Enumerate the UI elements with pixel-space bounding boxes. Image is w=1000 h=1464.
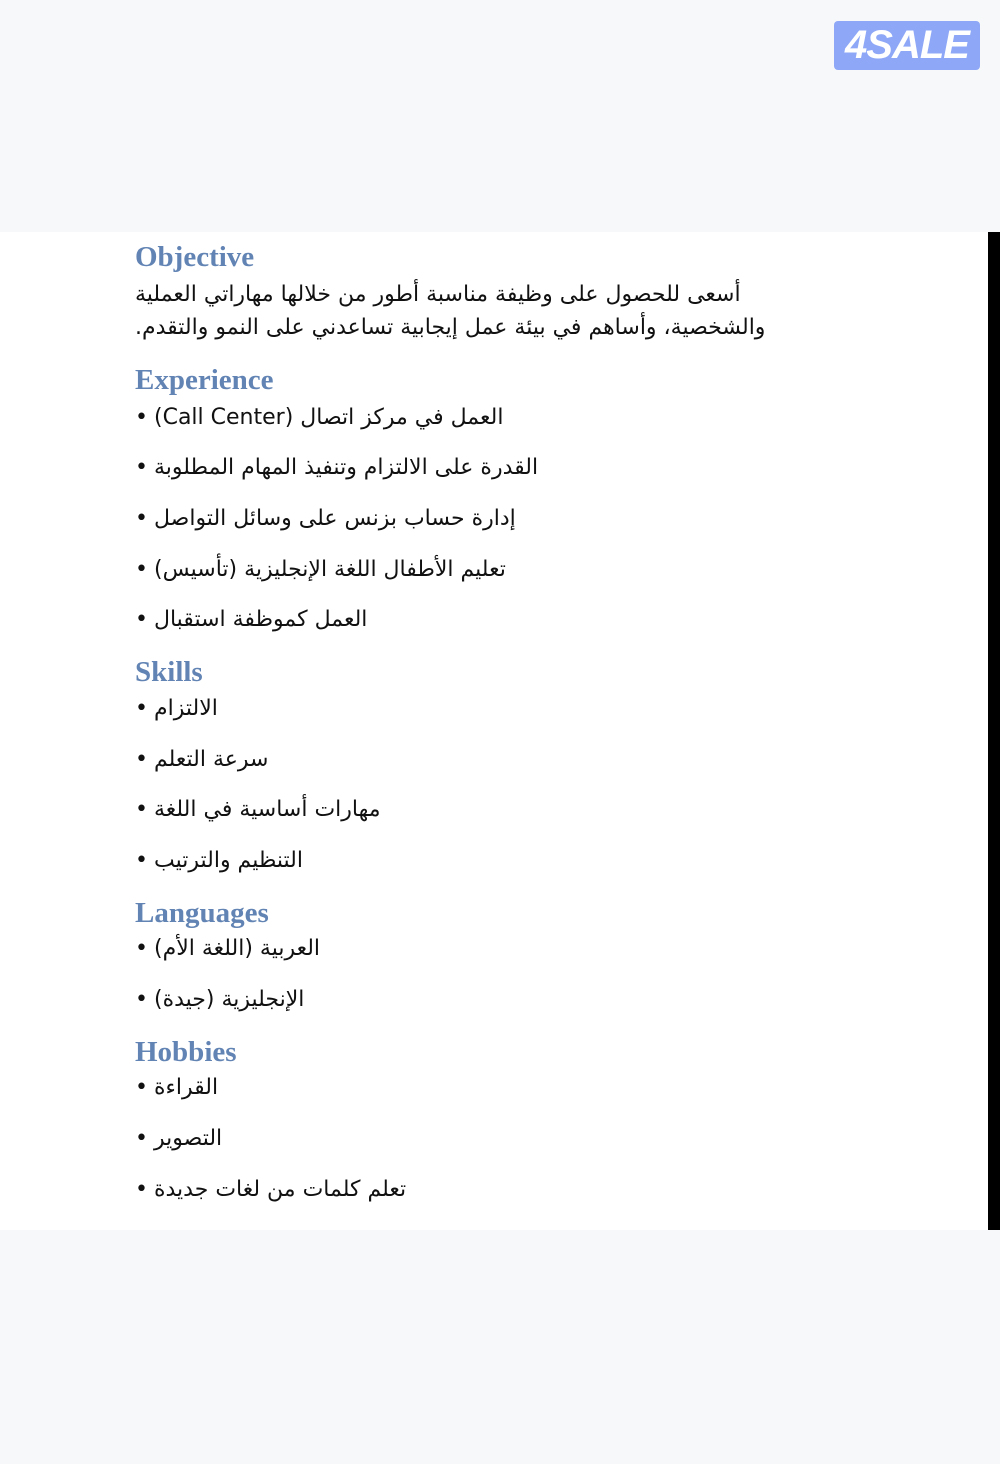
- item-text: العمل كموظفة استقبال: [153, 607, 368, 632]
- list-item: [135, 938, 320, 960]
- bullet-icon: •: [135, 557, 148, 582]
- item-text: القراءة: [153, 1075, 219, 1100]
- item-text: القدرة على الالتزام وتنفيذ المهام المطلوبة: [153, 455, 539, 480]
- bullet-icon: •: [135, 848, 148, 873]
- bullet-icon: •: [135, 405, 148, 430]
- list-item: [135, 989, 304, 1011]
- list-item: [135, 1179, 406, 1201]
- objective-line: والشخصية، وأساهم في بيئة عمل إيجابية تساعدني على النمو والتقدم.: [135, 315, 766, 340]
- list-item: [135, 407, 503, 429]
- item-text: إدارة حساب بزنس على وسائل التواصل: [153, 506, 516, 531]
- list-item: [135, 698, 218, 720]
- list-item: [135, 508, 516, 530]
- bullet-icon: •: [135, 1126, 148, 1151]
- list-item: [135, 749, 268, 771]
- list-item: [135, 850, 303, 872]
- objective-heading: Objective: [135, 241, 255, 273]
- 4sale-logo[interactable]: 4SALE: [834, 21, 980, 70]
- bullet-icon: •: [135, 747, 148, 772]
- item-text: العمل في مركز اتصال (Call Center): [153, 405, 504, 430]
- item-text: التصوير: [153, 1126, 223, 1151]
- item-text: الالتزام: [153, 696, 218, 721]
- bullet-icon: •: [135, 1177, 148, 1202]
- list-item: [135, 609, 367, 631]
- languages-heading: Languages: [135, 897, 269, 929]
- list-item: [135, 799, 381, 821]
- item-text: الإنجليزية (جيدة): [153, 987, 305, 1012]
- list-item: [135, 559, 506, 581]
- bullet-icon: •: [135, 936, 148, 961]
- item-text: تعليم الأطفال اللغة الإنجليزية (تأسيس): [153, 557, 506, 582]
- item-text: سرعة التعلم: [153, 747, 269, 772]
- hobbies-heading: Hobbies: [135, 1036, 237, 1068]
- item-text: التنظيم والترتيب: [153, 848, 303, 873]
- bullet-icon: •: [135, 797, 148, 822]
- bullet-icon: •: [135, 987, 148, 1012]
- bullet-icon: •: [135, 506, 148, 531]
- bullet-icon: •: [135, 607, 148, 632]
- item-text: تعلم كلمات من لغات جديدة: [153, 1177, 407, 1202]
- bullet-icon: •: [135, 1075, 148, 1100]
- skills-heading: Skills: [135, 656, 203, 688]
- list-item: [135, 457, 538, 479]
- experience-heading: Experience: [135, 364, 274, 396]
- bullet-icon: •: [135, 455, 148, 480]
- list-item: [135, 1128, 222, 1150]
- objective-line: أسعى للحصول على وظيفة مناسبة أطور من خلالها مهاراتي العملية: [135, 282, 741, 307]
- item-text: مهارات أساسية في اللغة: [153, 797, 381, 822]
- list-item: [135, 1077, 218, 1099]
- resume-document: [0, 232, 1000, 1230]
- item-text: العربية (اللغة الأم): [153, 936, 321, 961]
- bullet-icon: •: [135, 696, 148, 721]
